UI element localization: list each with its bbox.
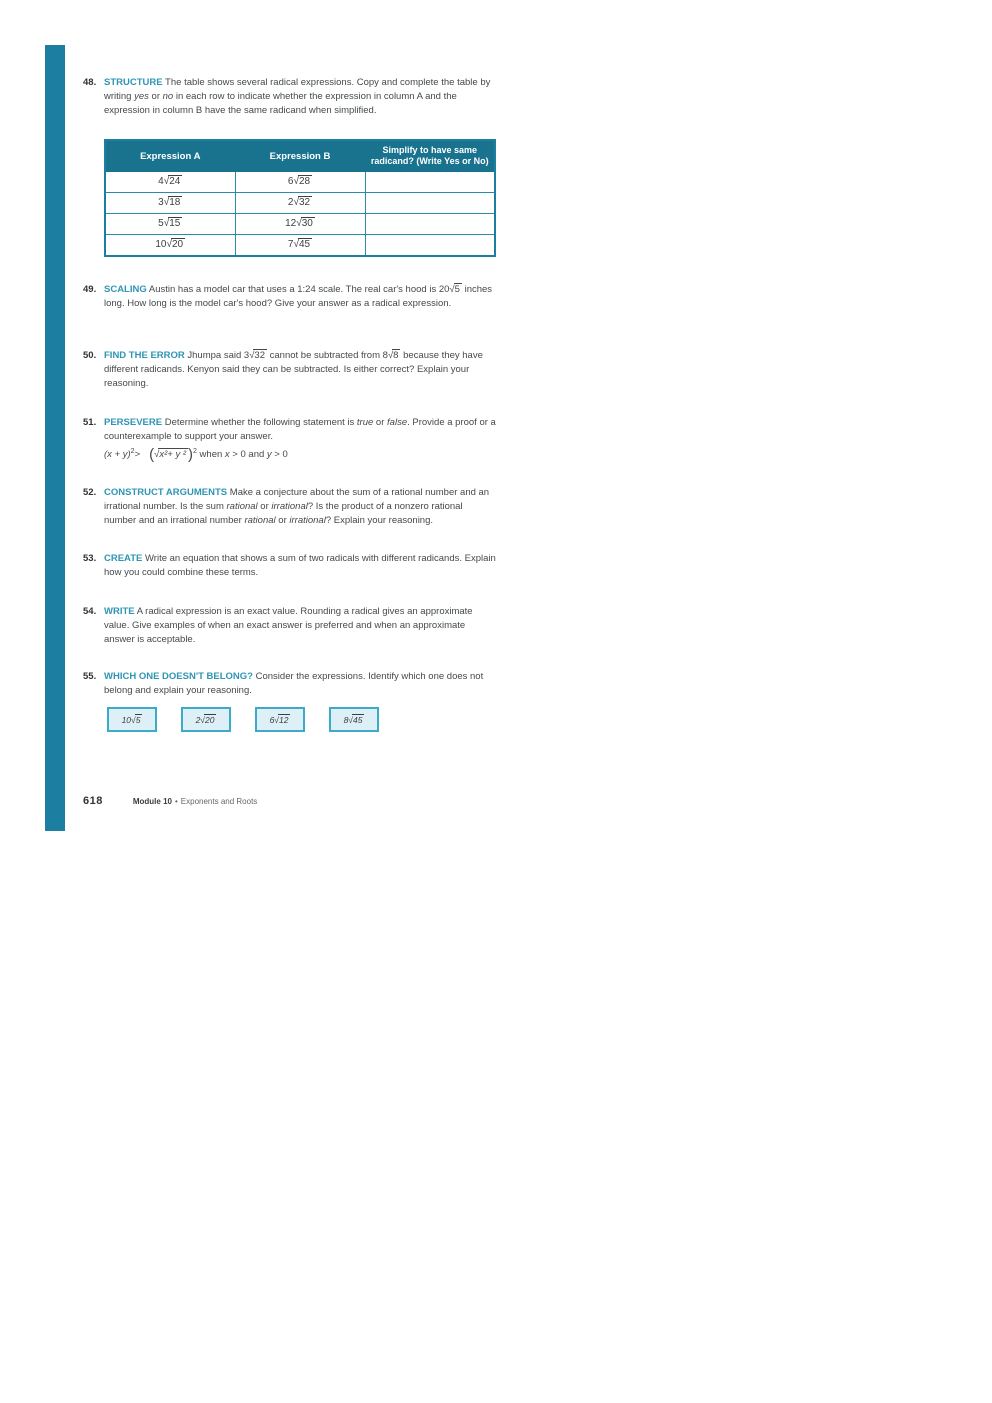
italic-word: true: [356, 417, 374, 428]
problem-tag-persevere: PERSEVERE: [104, 417, 163, 428]
table-row: [105, 193, 495, 214]
module-title: Exponents and Roots: [180, 797, 258, 806]
problem-text: or: [373, 417, 388, 428]
expression-cards: [107, 707, 496, 732]
problem-text: Determine whether the following statement is: [162, 417, 357, 428]
page-number: 618: [83, 795, 103, 807]
radical-sign: √: [200, 714, 205, 725]
italic-word: yes: [134, 91, 149, 102]
problem-51: [83, 416, 496, 462]
radicals-table: [104, 139, 496, 257]
radical-sign: √: [449, 284, 455, 295]
problem-48: [83, 76, 496, 118]
close-paren: ): [188, 446, 193, 463]
radical-sign: √: [166, 239, 172, 250]
italic-word: irrational: [271, 501, 308, 512]
problem-tag-construct-arguments: CONSTRUCT ARGUMENTS: [104, 487, 228, 498]
col-header-expression-a: Expression A: [105, 140, 235, 172]
problem-text: Austin has a model car that uses a 1:24 scale. The real car's hood is: [146, 284, 439, 295]
problem-50: [83, 349, 496, 391]
answer-cell: [365, 235, 495, 257]
problem-55: [83, 670, 496, 732]
problem-text: Make a conjecture about the sum of a rational number and an irrational number. Is the sum: [104, 487, 490, 512]
expression-b-cell: 2√32: [235, 193, 365, 214]
expression-b-cell: 7√45: [235, 235, 365, 257]
bullet-separator: •: [174, 797, 178, 806]
math-statement: $(x + y)^2> (√x^2+ y$ ² )$^2$ when x > 0 and y > 0: [104, 446, 288, 463]
problem-number: 54.: [83, 606, 97, 617]
expression-card: 2√20: [181, 707, 231, 732]
table-row: [105, 235, 495, 257]
expression-card: 10√5: [107, 707, 157, 732]
radical-sign: √: [293, 176, 299, 187]
open-paren: (: [149, 446, 155, 463]
radical-expression: 20√5: [438, 284, 460, 295]
radical-sign: √: [163, 197, 170, 208]
module-label: Module 10: [132, 797, 172, 806]
italic-word: false: [387, 417, 408, 428]
expression-a-cell: 3√18: [105, 193, 235, 214]
problem-tag-create: CREATE: [104, 553, 143, 564]
problem-text: Consider the expressions. Identify which one does not belong and explain your reasoning.: [104, 671, 484, 696]
answer-cell: [365, 193, 495, 214]
problem-number: 55.: [83, 671, 97, 682]
problem-text: because they have different radicands. Kenyon said they can be subtracted. Is either correct? Explain your reasoning.: [104, 350, 483, 389]
expression-a-cell: 4√24: [105, 172, 235, 193]
problem-text: . Provide a proof or a counterexample to support your answer.: [104, 417, 496, 442]
problem-number: 52.: [83, 487, 97, 498]
italic-word: no: [162, 91, 174, 102]
problem-text: or: [148, 91, 163, 102]
problem-text: Write an equation that shows a sum of two radicals with different radicands. Explain how you could combine these terms.: [104, 553, 496, 578]
radical-sign: √: [296, 218, 302, 229]
problem-text: cannot be subtracted from: [267, 350, 383, 361]
problem-number: 50.: [83, 350, 97, 361]
table-row: [105, 172, 495, 193]
problem-53: [83, 552, 496, 580]
expression-card: 6√12: [255, 707, 305, 732]
problem-tag-which-one-doesnt-belong: WHICH ONE DOESN'T BELONG?: [104, 671, 253, 682]
problem-number: 51.: [83, 417, 97, 428]
page-footer: [83, 791, 257, 809]
problem-number: 48.: [83, 77, 97, 88]
problem-text: The table shows several radical expressions. Copy and complete the table by writing: [104, 77, 491, 102]
problem-text: ? Explain your reasoning.: [325, 515, 434, 526]
problem-54: [83, 605, 496, 647]
radical-sign: √: [163, 176, 170, 187]
answer-cell: [365, 172, 495, 193]
problem-tag-write: WRITE: [104, 606, 135, 617]
problem-number: 49.: [83, 284, 97, 295]
expression-card: 8√45: [329, 707, 379, 732]
expression-a-cell: 5√15: [105, 214, 235, 235]
problem-text: inches long. How long is the model car's hood? Give your answer as a radical expression.: [104, 284, 493, 309]
expression-b-cell: 6√28: [235, 172, 365, 193]
radical-sign: √: [293, 197, 299, 208]
answer-cell: [365, 214, 495, 235]
radical-sign: √: [131, 714, 136, 725]
problem-text: or: [275, 515, 290, 526]
problem-text: in each row to indicate whether the expression in column A and the expression in column B have the same radicand when simplified.: [104, 91, 457, 116]
radical-expression: √x²+ y ²: [154, 449, 186, 460]
radical-expression: 8√8: [382, 350, 399, 361]
italic-word: rational: [226, 501, 258, 512]
radical-sign: √: [348, 714, 353, 725]
problem-49: [83, 283, 496, 311]
problem-tag-scaling: SCALING: [104, 284, 147, 295]
radical-sign: √: [163, 218, 170, 229]
problem-tag-find-the-error: FIND THE ERROR: [104, 350, 185, 361]
expression-b-cell: 12√30: [235, 214, 365, 235]
expression-a-cell: 10√20: [105, 235, 235, 257]
problem-tag-structure: STRUCTURE: [104, 77, 163, 88]
problem-text: or: [257, 501, 272, 512]
radical-sign: √: [154, 449, 160, 460]
col-header-expression-b: Expression B: [235, 140, 365, 172]
table-row: [105, 214, 495, 235]
italic-word: rational: [244, 515, 276, 526]
radical-sign: √: [274, 714, 279, 725]
exercise-column: [83, 76, 496, 732]
problem-text: A radical expression is an exact value. Rounding a radical gives an approximate value. Give examples of when an exact answer is preferred and when an approximate answer is acceptable.: [104, 606, 473, 645]
col-header-simplify: Simplify to have same radicand? (Write Yes or No): [365, 140, 495, 172]
left-accent-bar: [45, 45, 65, 831]
problem-text: Jhumpa said: [184, 350, 244, 361]
table-header: [105, 140, 495, 172]
radical-expression: 3√32: [243, 350, 265, 361]
radical-sign: √: [293, 239, 299, 250]
problem-number: 53.: [83, 553, 97, 564]
italic-word: irrational: [289, 515, 326, 526]
radical-sign: √: [249, 350, 255, 361]
radical-sign: √: [387, 350, 394, 361]
problem-52: [83, 486, 496, 528]
problem-text: ? Is the product of a nonzero rational number and an irrational number: [104, 501, 463, 526]
